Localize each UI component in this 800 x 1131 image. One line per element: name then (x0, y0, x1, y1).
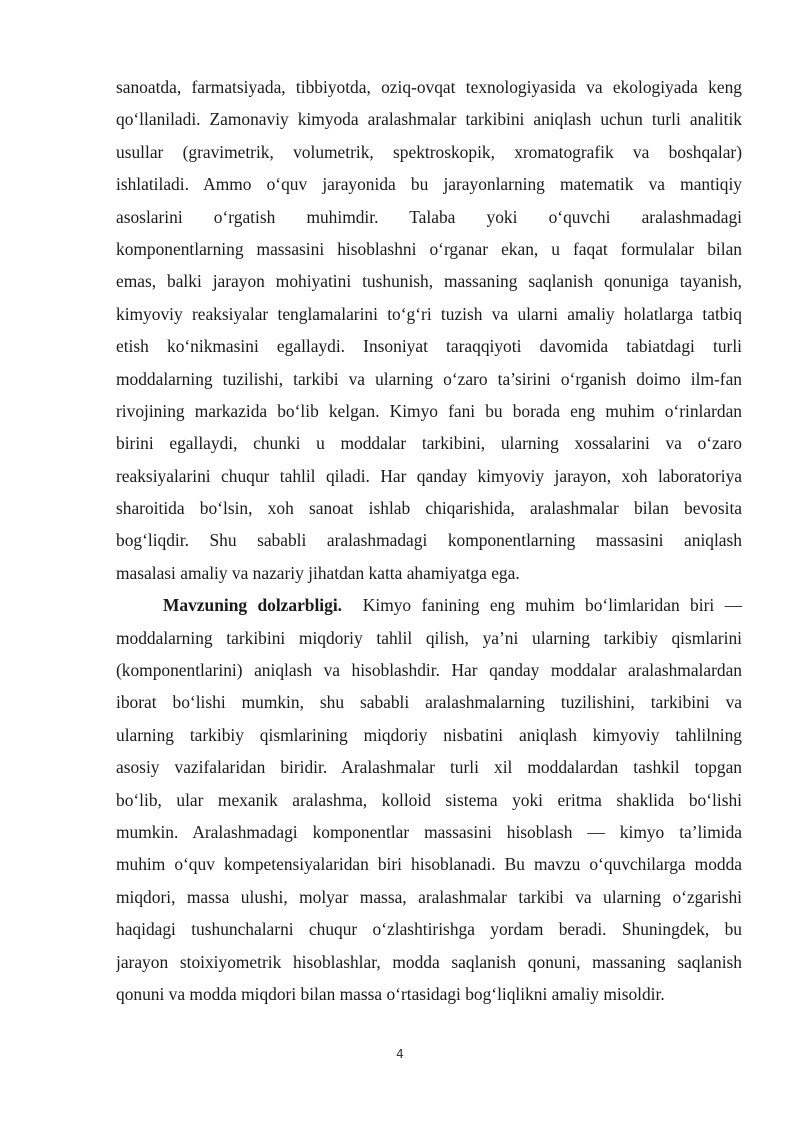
text-line: kimyoviy reaksiyalar tenglamalarini to‘g‘ri tuzish va ularni amaliy holatlarga tatbiq (116, 303, 742, 324)
text-line: asosiy vazifalaridan biridir. Aralashmalar turli xil moddalardan tashkil topgan (116, 757, 742, 778)
text-fragment: Kimyo fanining eng muhim bo‘limlaridan biri — (362, 595, 742, 616)
text-line: (komponentlarini) aniqlash va hisoblashdir. Har qanday moddalar aralashmalardan (116, 660, 742, 681)
text-line: mumkin. Aralashmadagi komponentlar massasini hisoblash — kimyo ta’limida (116, 821, 742, 842)
text-line: komponentlarning massasini hisoblashni o‘rganar ekan, u faqat formulalar bilan (116, 238, 742, 259)
text-line: emas, balki jarayon mohiyatini tushunish, massaning saqlanish qonuniga tayanish, (116, 271, 742, 292)
text-line: jarayon stoixiyometrik hisoblashlar, modda saqlanish qonuni, massaning saqlanish (116, 951, 742, 972)
text-line: ularning tarkibiy qismlarining miqdoriy nisbatini aniqlash kimyoviy tahlilning (116, 724, 742, 745)
text-line: usullar (gravimetrik, volumetrik, spektroskopik, xromatografik va boshqalar) (116, 141, 742, 162)
text-line-with-heading (116, 589, 742, 621)
text-line: reaksiyalarini chuqur tahlil qiladi. Har qanday kimyoviy jarayon, xoh laboratoriya (116, 465, 742, 486)
paragraph-relevance (116, 589, 742, 1010)
text-line: masalasi amaliy va nazariy jihatdan katta ahamiyatga ega. (116, 562, 520, 583)
text-line: moddalarning tuzilishi, tarkibi va ularning o‘zaro ta’sirini o‘rganish doimo ilm-fan (116, 368, 742, 389)
paragraph-intro-continuation (116, 71, 742, 589)
page-number: 4 (396, 1047, 404, 1061)
text-line: bog‘liqdir. Shu sababli aralashmadagi komponentlarning massasini aniqlash (116, 530, 742, 551)
body-text (116, 71, 742, 1010)
text-line: iborat bo‘lishi mumkin, shu sababli aralashmalarning tuzilishini, tarkibini va (116, 692, 742, 713)
text-line: haqidagi tushunchalarni chuqur o‘zlashtirishga yordam beradi. Shuningdek, bu (116, 919, 742, 940)
text-line: ishlatiladi. Ammo o‘quv jarayonida bu jarayonlarning matematik va mantiqiy (116, 174, 742, 195)
text-line: muhim o‘quv kompetensiyalaridan biri hisoblanadi. Bu mavzu o‘quvchilarga modda (116, 854, 742, 875)
text-line: qonuni va modda miqdori bilan massa o‘rtasidagi bog‘liqlikni amaliy misoldir. (116, 983, 665, 1004)
text-line: bo‘lib, ular mexanik aralashma, kolloid sistema yoki eritma shaklida bo‘lishi (116, 789, 742, 810)
text-line: qo‘llaniladi. Zamonaviy kimyoda aralashmalar tarkibini aniqlash uchun turli analitik (116, 109, 742, 130)
text-line: birini egallaydi, chunki u moddalar tarkibini, ularning xossalarini va o‘zaro (116, 433, 742, 454)
section-heading: Mavzuning dolzarbligi. (163, 595, 342, 616)
text-line: miqdori, massa ulushi, molyar massa, aralashmalar tarkibi va ularning o‘zgarishi (116, 886, 742, 907)
text-line: rivojining markazida bo‘lib kelgan. Kimyo fani bu borada eng muhim o‘rinlardan (116, 400, 742, 421)
text-line: asoslarini o‘rgatish muhimdir. Talaba yoki o‘quvchi aralashmadagi (116, 206, 742, 227)
text-line: sharoitida bo‘lsin, xoh sanoat ishlab chiqarishida, aralashmalar bilan bevosita (116, 498, 742, 519)
text-line: sanoatda, farmatsiyada, tibbiyotda, oziq-ovqat texnologiyasida va ekologiyada keng (116, 77, 742, 97)
text-line: etish ko‘nikmasini egallaydi. Insoniyat taraqqiyoti davomida tabiatdagi turli (116, 336, 742, 357)
text-line: moddalarning tarkibini miqdoriy tahlil qilish, ya’ni ularning tarkibiy qismlarini (116, 627, 742, 648)
